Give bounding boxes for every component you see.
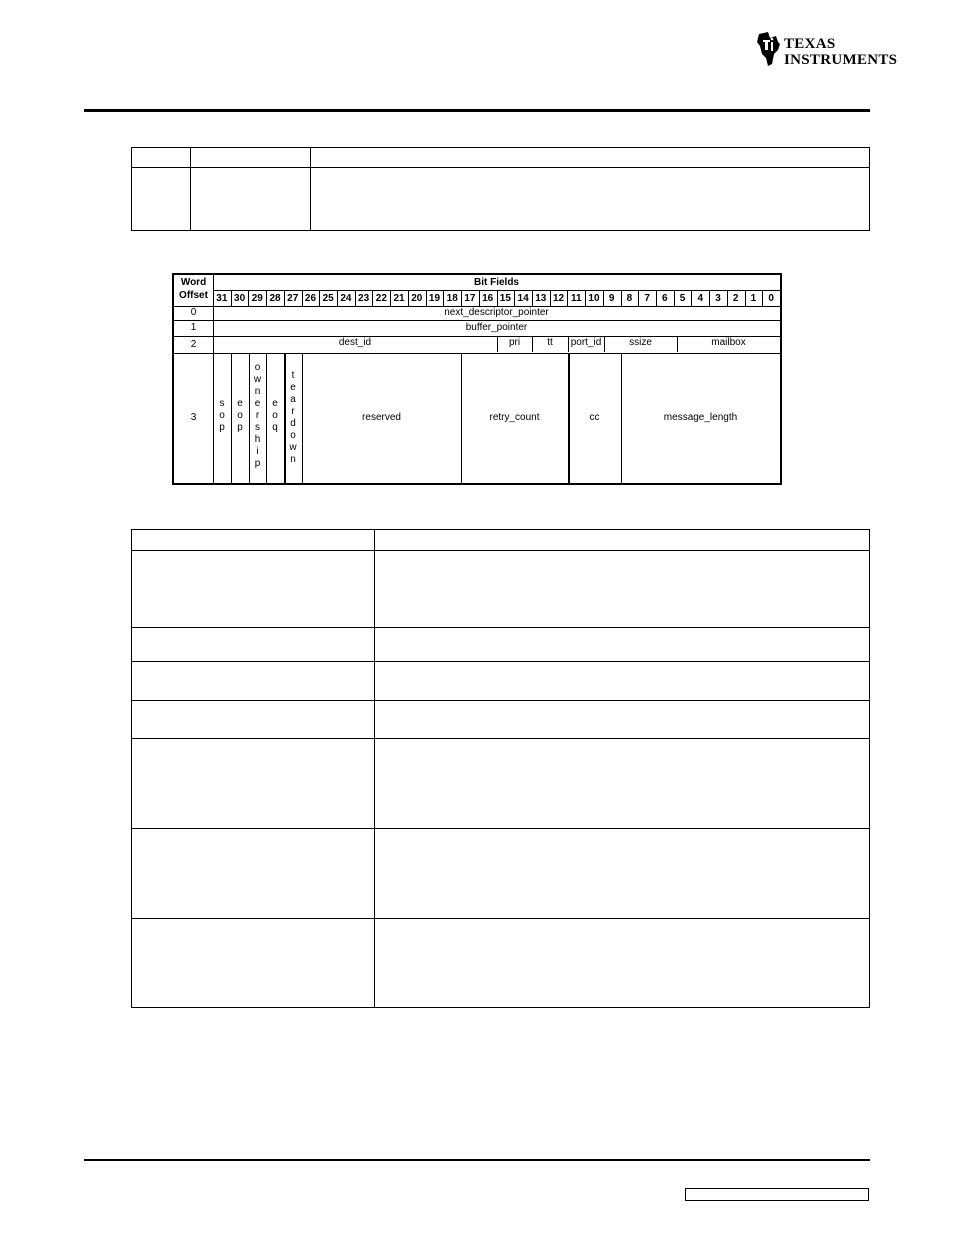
field-sop <box>213 398 231 434</box>
field-ownership-char: i <box>256 446 259 457</box>
field-sop-char: o <box>219 410 225 421</box>
bit-fields-label: Bit Fields <box>473 277 519 288</box>
field-ownership-char: o <box>254 362 261 373</box>
word-offset-value: 0 <box>190 307 197 318</box>
field-ownership-char: r <box>255 410 260 421</box>
logo-line-2: INSTRUMENTS <box>784 52 898 68</box>
field-teardown-char: t <box>291 370 295 381</box>
field-teardown <box>284 370 302 466</box>
field-teardown-char: a <box>290 394 296 405</box>
bit-number: 22 <box>375 293 387 304</box>
field-teardown-char: e <box>290 382 296 393</box>
bit-number: 23 <box>358 293 370 304</box>
field-mailbox: mailbox <box>711 337 746 348</box>
field-ownership-char: n <box>254 386 261 397</box>
word-offset-value: 1 <box>190 322 197 333</box>
footer-doc-box <box>685 1188 869 1201</box>
word-offset-label: Word <box>180 277 207 288</box>
bit-number: 27 <box>287 293 299 304</box>
bit-number: 26 <box>304 293 317 304</box>
word-offset-label: Offset <box>179 290 208 301</box>
field-sop-char: p <box>219 422 225 433</box>
bit-number: 13 <box>535 293 547 304</box>
field-message-length: message_length <box>663 412 738 423</box>
bit-number: 3 <box>715 293 721 304</box>
footer-rule <box>84 1159 870 1161</box>
field-dest-id: dest_id <box>338 337 372 348</box>
bit-number: 16 <box>482 293 494 304</box>
field-tt: tt <box>547 337 553 348</box>
bit-number: 12 <box>552 293 565 304</box>
field-next-descriptor-pointer: next_descriptor_pointer <box>444 307 549 318</box>
field-ownership-char: w <box>253 374 262 385</box>
bit-number: 2 <box>732 293 739 304</box>
ti-state-icon <box>756 30 782 68</box>
bit-number: 24 <box>340 293 352 304</box>
field-eoq-char: e <box>272 398 278 409</box>
bit-number: 14 <box>517 293 529 304</box>
bit-number: 19 <box>428 293 441 304</box>
bit-number: 15 <box>499 293 511 304</box>
bit-number: 5 <box>679 293 686 304</box>
field-pri: pri <box>508 337 521 348</box>
field-ownership-char: p <box>254 458 261 469</box>
word-offset-value: 2 <box>190 339 197 350</box>
bit-number: 28 <box>269 293 281 304</box>
bit-number: 6 <box>662 293 668 304</box>
bit-number: 11 <box>570 293 582 304</box>
field-ownership <box>249 362 266 470</box>
bit-number: 21 <box>393 293 405 304</box>
bit-number: 25 <box>322 293 334 304</box>
bit-number: 0 <box>768 293 774 304</box>
field-sop-char: s <box>219 398 225 409</box>
bit-number: 7 <box>644 293 650 304</box>
bit-number: 31 <box>216 293 228 304</box>
word-offset-value: 3 <box>190 412 197 423</box>
field-teardown-char: w <box>289 442 297 453</box>
field-reserved: reserved <box>362 412 401 423</box>
field-ownership-char: s <box>255 422 260 433</box>
header-rule <box>84 109 870 112</box>
bit-number: 29 <box>251 293 263 304</box>
field-eoq <box>266 398 284 434</box>
field-buffer-pointer: buffer_pointer <box>465 322 528 333</box>
field-eop-char: o <box>237 410 243 421</box>
field-teardown-char: o <box>290 430 296 441</box>
logo-line-1: TEXAS <box>784 36 836 52</box>
field-ownership-char: e <box>254 398 261 409</box>
field-teardown-char: n <box>290 454 296 465</box>
field-teardown-char: r <box>291 406 295 417</box>
field-eop-char: p <box>237 422 243 433</box>
bit-number: 18 <box>446 293 458 304</box>
bit-number: 17 <box>464 293 476 304</box>
bit-number: 9 <box>608 293 615 304</box>
bit-number: 4 <box>697 293 704 304</box>
field-retry-count: retry_count <box>489 412 540 423</box>
field-cc: cc <box>589 412 600 423</box>
bit-number: 30 <box>234 293 246 304</box>
texas-instruments-logo <box>756 28 898 70</box>
field-ownership-char: h <box>254 434 261 445</box>
field-ssize: ssize <box>629 337 652 348</box>
field-teardown-char: d <box>290 418 296 429</box>
bit-number: 8 <box>626 293 633 304</box>
field-eoq-char: o <box>272 410 278 421</box>
field-eop-char: e <box>237 398 243 409</box>
field-port-id: port_id <box>570 337 602 348</box>
bit-number: 20 <box>411 293 423 304</box>
field-eoq-char: q <box>272 422 278 433</box>
bit-number: 1 <box>750 293 757 304</box>
bit-number: 10 <box>588 293 600 304</box>
field-eop <box>231 398 249 434</box>
